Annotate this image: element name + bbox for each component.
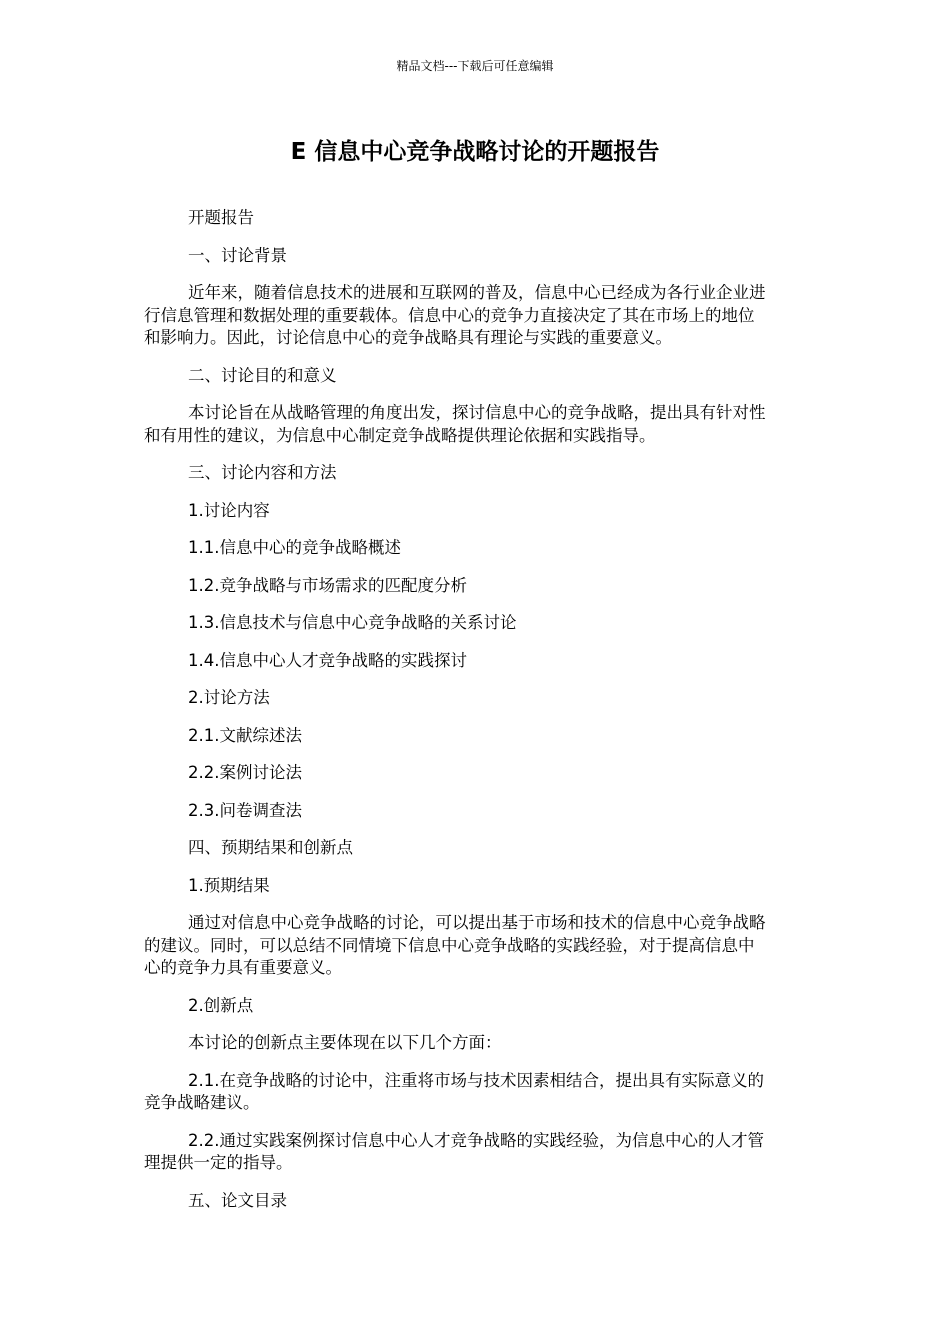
list-item: 2.3.问卷调查法 [188,800,302,820]
section-heading: 三、讨论内容和方法 [188,463,337,482]
list-item: 1.3.信息技术与信息中心竞争战略的关系讨论 [188,613,517,632]
list-item: 1.预期结果 [188,875,270,895]
paragraph: 开题报告 [188,208,254,227]
paragraph: 通过对信息中心竞争战略的讨论，可以提出基于市场和技术的信息中心竞争战略 的建议。同时，可以总结不同情境下信息中心竞争战略的实践经验，对于提高信息中 心的竞争力具有重要意义。 [144,913,766,977]
list-item: 2.2.案例讨论法 [188,763,302,782]
page-header: 精品文档---下载后可任意编辑 [396,59,554,73]
list-item: 1.4.信息中心人才竞争战略的实践探讨 [188,650,467,670]
list-item: 1.1.信息中心的竞争战略概述 [188,538,401,557]
paragraph: 2.1.在竞争战略的讨论中，注重将市场与技术因素相结合，提出具有实际意义的 竞争战略建议。 [144,1070,764,1112]
paragraph: 本讨论旨在从战略管理的角度出发，探讨信息中心的竞争战略，提出具有针对性 和有用性的建议，为信息中心制定竞争战略提供理论依据和实践指导。 [144,403,766,445]
list-item: 2.1.文献综述法 [188,725,302,745]
section-heading: 一、讨论背景 [188,245,287,265]
document-body [144,207,806,1227]
section-heading: 五、论文目录 [188,1190,287,1210]
paragraph: 近年来，随着信息技术的进展和互联网的普及，信息中心已经成为各行业企业进 行信息管理和数据处理的重要载体。信息中心的竞争力直接决定了其在市场上的地位 和影响力。因此，讨论信息中心的竞争战略具有理论与实践的重要意义。 [144,283,766,347]
paragraph: 2.2.通过实践案例探讨信息中心人才竞争战略的实践经验，为信息中心的人才管 理提供一定的指导。 [144,1130,764,1172]
paragraph: 本讨论的创新点主要体现在以下几个方面： [188,1033,502,1052]
list-item: 2.讨论方法 [188,688,270,707]
list-item: 1.讨论内容 [188,500,270,520]
section-heading: 二、讨论目的和意义 [188,365,337,385]
section-heading: 四、预期结果和创新点 [188,838,353,857]
document-title: E 信息中心竞争战略讨论的开题报告 [290,139,660,165]
list-item: 2.创新点 [188,995,254,1015]
list-item: 1.2.竞争战略与市场需求的匹配度分析 [188,575,467,595]
